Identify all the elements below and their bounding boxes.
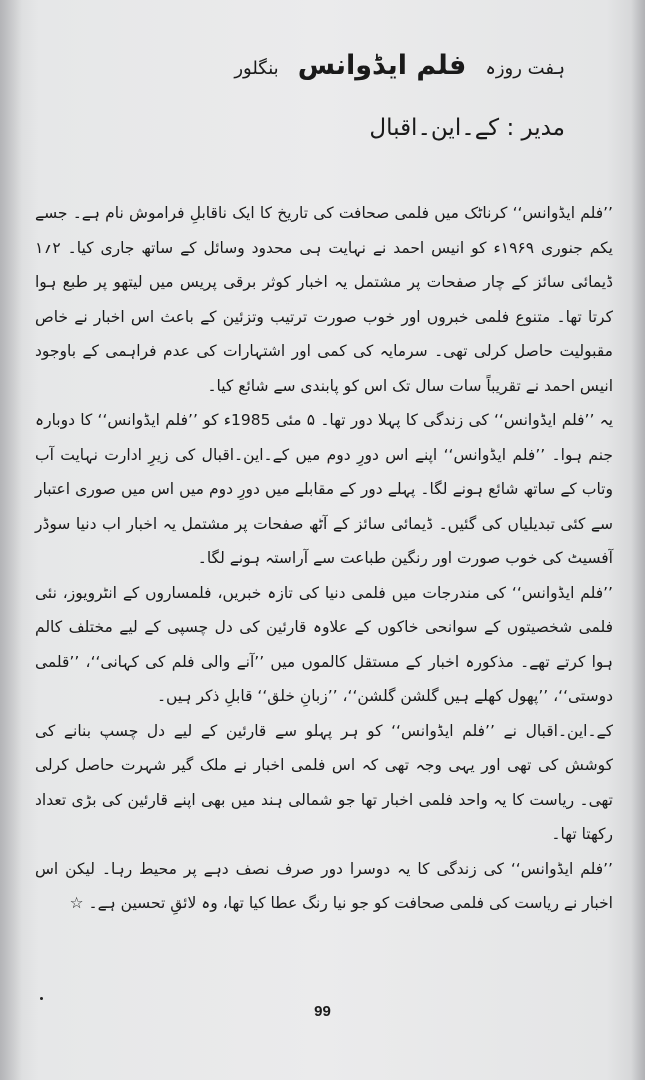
newspaper-title-line [65,50,565,85]
paragraph: ’’فلم ایڈوانس‘‘ کی مندرجات میں فلمی دنیا کی تازہ خبریں، فلمساروں کے انٹرویوز، نئی فلمی شخصیتوں کے سوانحی خاکوں کے علاوہ قارئین کی دل چسپی کے لیے مختلف کالم ہوا کرتے تھے۔ مذکورہ اخبار کے مستقل کالموں میں ’’آنے والی فلم کی کہانی‘‘، ’’قلمی دوستی‘‘، ’’پھول کھلے ہیں گلشن گلشن‘‘، ’’زبانِ خلق‘‘ قابلِ ذکر ہیں۔ [35,583,613,705]
ink-speck [40,997,43,1000]
page-number: 99 [314,1003,331,1020]
city-label: بنگلور [234,58,279,79]
editor-line: مدیر : کے۔این۔اقبال [369,115,565,141]
weekly-label: ہفت روزہ [485,58,565,79]
newspaper-title: فلم ایڈوانس [297,50,467,81]
paragraph: ’’فلم ایڈوانس‘‘ کی زندگی کا یہ دوسرا دور صرف نصف دہے پر محیط رہا۔ لیکن اس اخبار نے ریاست کی فلمی صحافت کو جو نیا رنگ عطا کیا تھا، وہ لائقِ تحسین ہے۔ ☆ [35,859,613,912]
page-gutter-shadow [0,0,22,1080]
paragraph: ’’فلم ایڈوانس‘‘ کرناٹک میں فلمی صحافت کی تاریخ کا ایک ناقابلِ فراموش نام ہے۔ جسے یکم جنوری ۱۹۶۹ء کو انیس احمد نے نہایت ہی محدود وسائل کے ساتھ جاری کیا۔ ۲؍۱ ڈیمائی سائز کے چار صفحات پر مشتمل یہ اخبار کوثر برقی پریس میں لیتھو پر طبع ہوا کرتا تھا۔ متنوع فلمی خبروں اور خوب صورت ترتیب وتزئین کے باعث اس اخبار نے خاص مقبولیت حاصل کرلی تھی۔ سرمایہ کی کمی اور اشتہارات کی عدم فراہمی کے باوجود انیس احمد نے تقریباً سات سال تک اس کو پابندی سے شائع کیا۔ [35,204,613,395]
paragraph: کے۔این۔اقبال نے ’’فلم ایڈوانس‘‘ کو ہر پہلو سے قارئین کے لیے دل چسپ بنانے کی کوشش کی تھی اور یہی وجہ تھی کہ اس فلمی اخبار نے ملک گیر شہرت حاصل کرلی تھی۔ ریاست کا یہ واحد فلمی اخبار تھا جو شمالی ہند میں بھی اپنے قارئین کی بڑی تعداد رکھتا تھا۔ [35,721,613,843]
article-body [35,196,613,921]
paragraph: یہ ’’فلم ایڈوانس‘‘ کی زندگی کا پہلا دور تھا۔ ۵ مئی 1985ء کو ’’فلم ایڈوانس‘‘ کا دوبارہ جنم ہوا۔ ’’فلم ایڈوانس‘‘ اپنے اس دورِ دوم میں کے۔این۔اقبال کی زیرِ ادارت نہایت آب وتاب کے ساتھ شائع ہونے لگا۔ پہلے دور کے مقابلے میں دورِ دوم میں اس میں صوری اعتبار سے کئی تبدیلیاں کی گئیں۔ ڈیمائی سائز کے آٹھ صفحات پر مشتمل یہ اخبار اب دنیا سوڈر آفسیٹ کی خوب صورت اور رنگین طباعت سے آراستہ ہونے لگا۔ [35,411,614,567]
page-edge-shadow [631,0,645,1080]
